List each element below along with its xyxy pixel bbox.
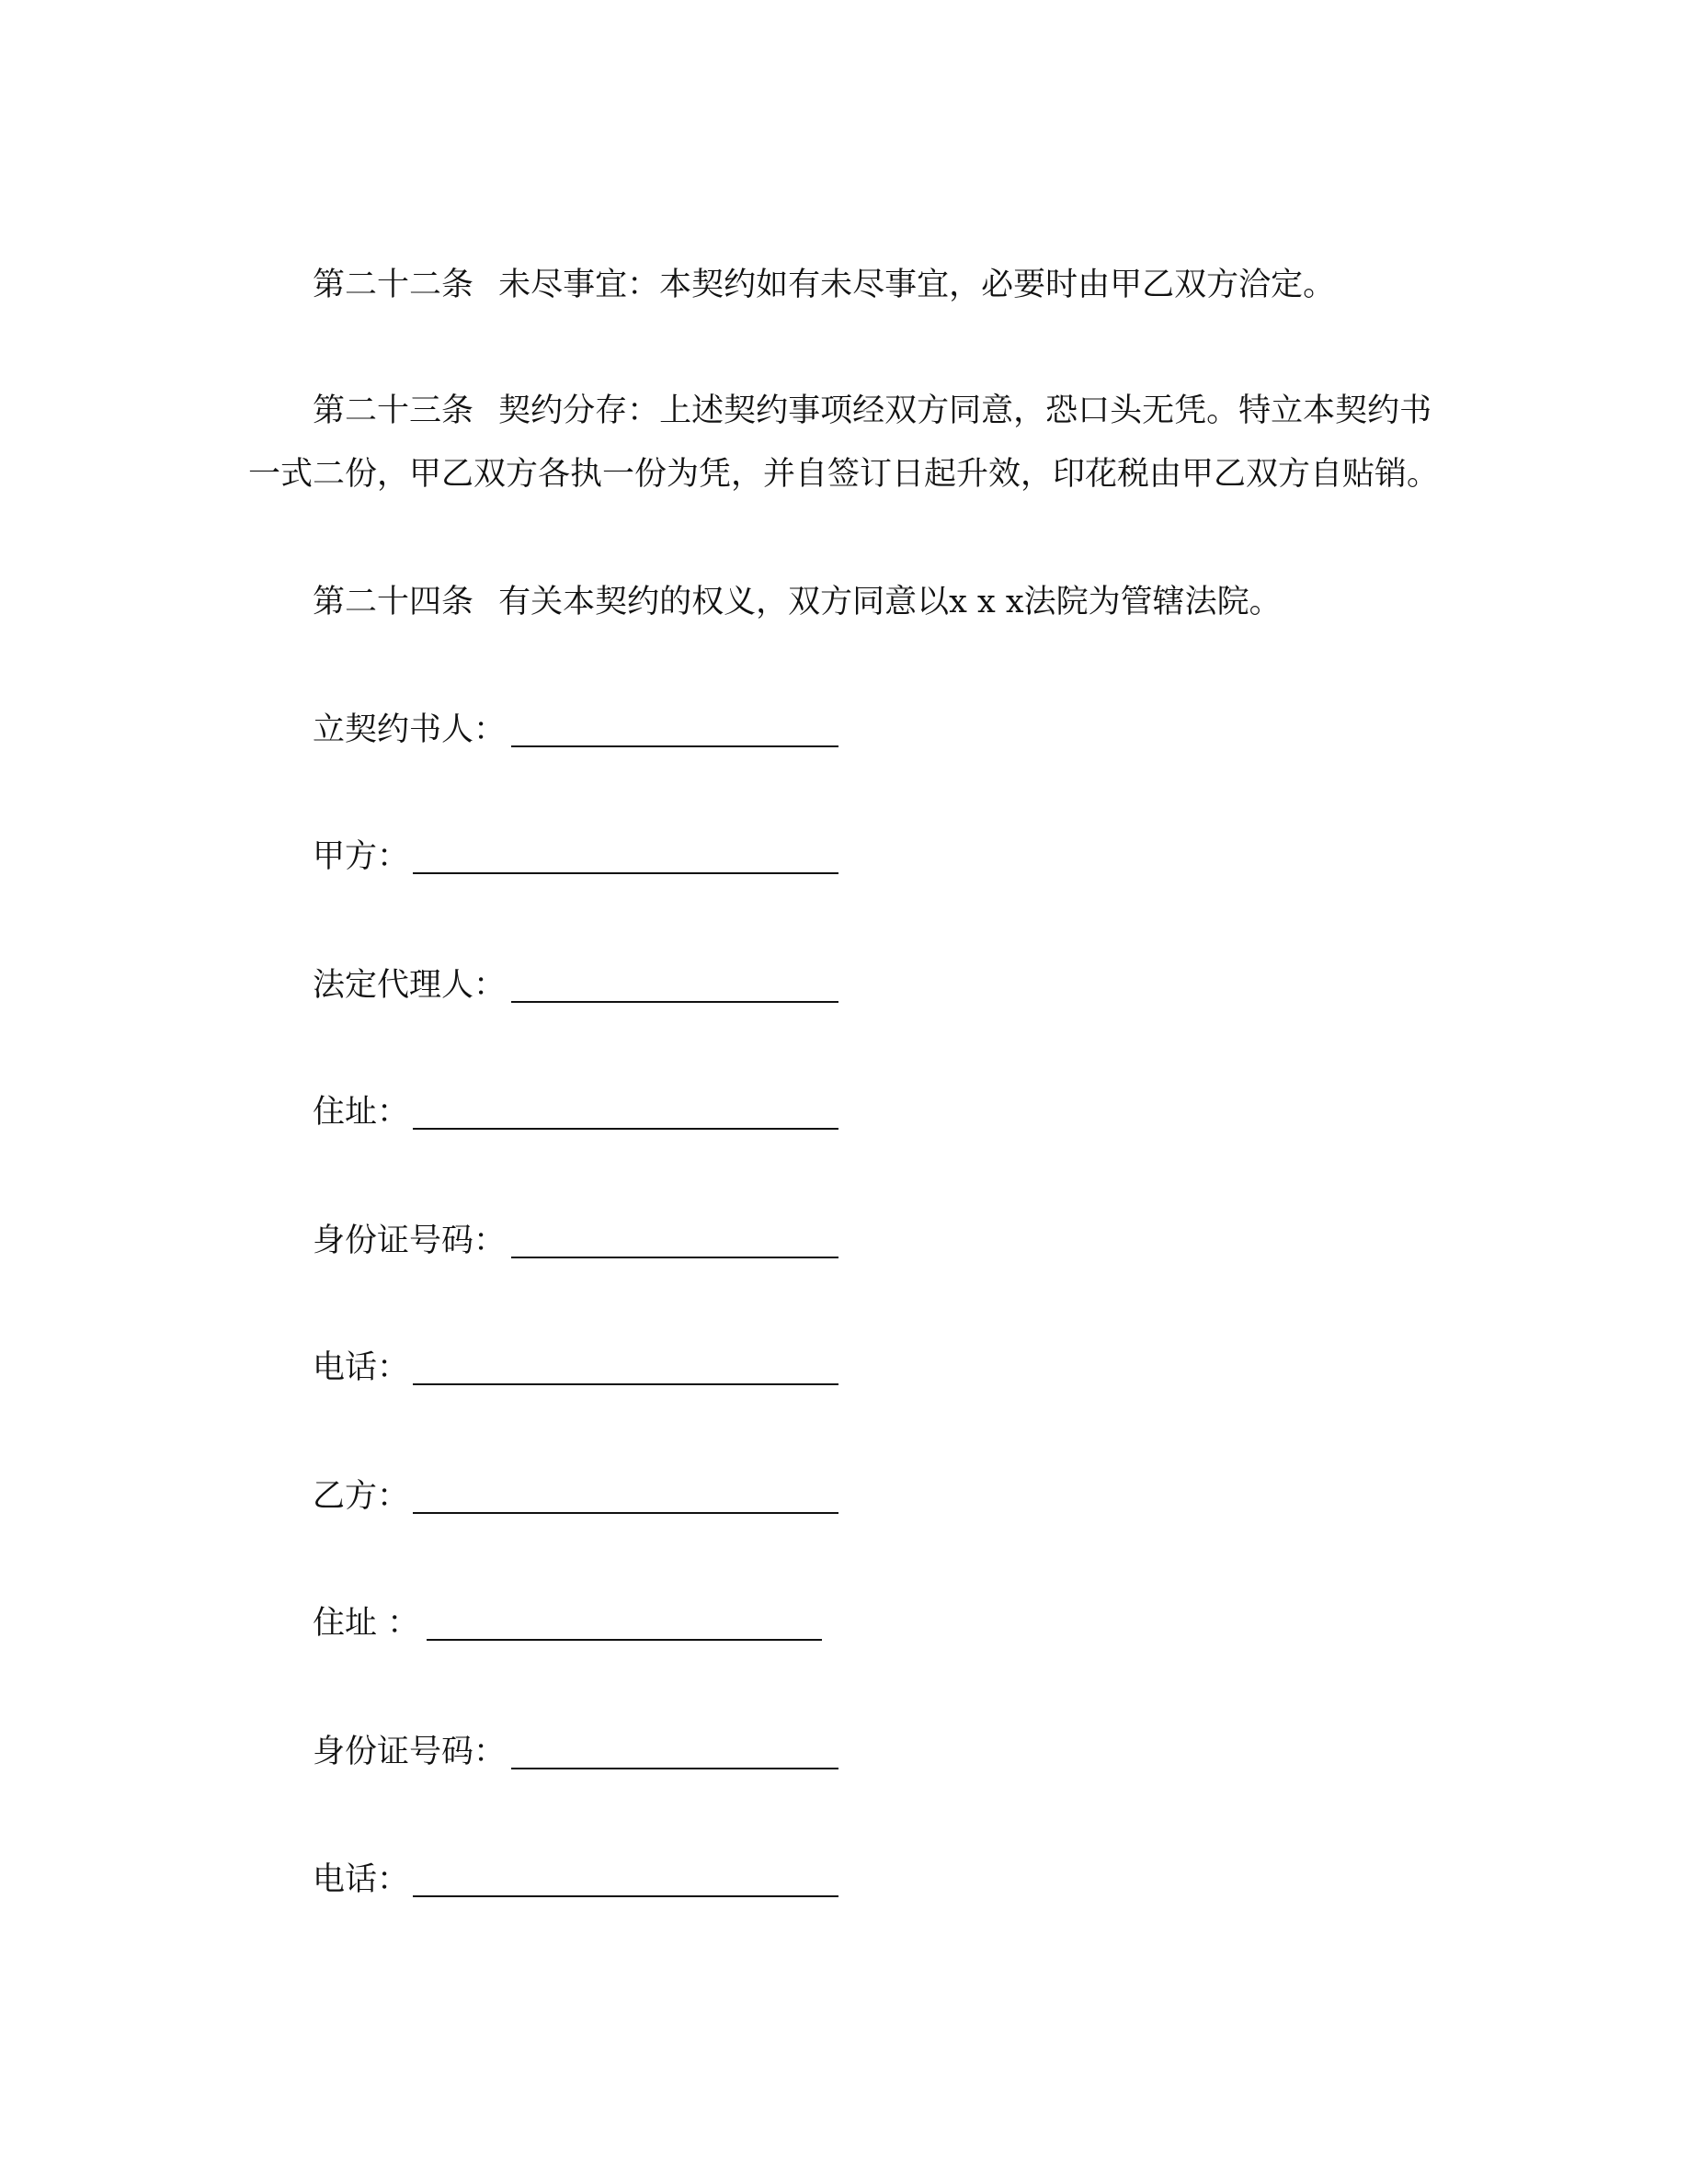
clause-24-number: 第二十四条	[313, 584, 474, 620]
clause-24	[313, 584, 1282, 620]
field-label-legal-agent: 法定代理人：	[313, 967, 507, 1004]
field-blank-phone-b[interactable]	[413, 1895, 838, 1897]
field-label-party-a: 甲方：	[313, 838, 410, 875]
field-label-party-b: 乙方：	[313, 1478, 410, 1515]
clause-24-text: 有关本契约的权义，双方同意以x x x法院为管辖法院。	[498, 584, 1282, 620]
field-label-id-number-a: 身份证号码：	[313, 1223, 507, 1259]
clause-23-number: 第二十三条	[313, 392, 474, 429]
field-blank-address-b[interactable]	[427, 1639, 822, 1641]
field-label-contract-signer: 立契约书人：	[313, 711, 507, 748]
field-blank-phone-a[interactable]	[413, 1383, 838, 1385]
clause-22-number: 第二十二条	[313, 267, 474, 303]
field-label-address-b: 住址 ：	[313, 1605, 420, 1642]
field-label-id-number-b: 身份证号码：	[313, 1734, 507, 1770]
field-blank-party-b[interactable]	[413, 1512, 838, 1514]
field-label-address-a: 住址：	[313, 1094, 410, 1131]
field-blank-id-number-a[interactable]	[511, 1257, 838, 1258]
clause-22	[313, 267, 1335, 303]
field-blank-contract-signer[interactable]	[511, 745, 838, 747]
field-label-phone-a: 电话：	[313, 1349, 410, 1386]
field-label-phone-b: 电话：	[313, 1861, 410, 1898]
clause-23	[313, 392, 1431, 429]
field-blank-party-a[interactable]	[413, 872, 838, 874]
clause-22-text: 未尽事宜：本契约如有未尽事宜，必要时由甲乙双方洽定。	[498, 267, 1336, 303]
clause-23-continuation: 一式二份，甲乙双方各执一份为凭，并自签订日起升效，印花税由甲乙双方自贴销。	[248, 456, 1440, 493]
clause-23-text: 契约分存：上述契约事项经双方同意，恐口头无凭。特立本契约书	[498, 392, 1432, 429]
field-blank-id-number-b[interactable]	[511, 1768, 838, 1769]
field-blank-legal-agent[interactable]	[511, 1001, 838, 1003]
field-blank-address-a[interactable]	[413, 1128, 838, 1130]
